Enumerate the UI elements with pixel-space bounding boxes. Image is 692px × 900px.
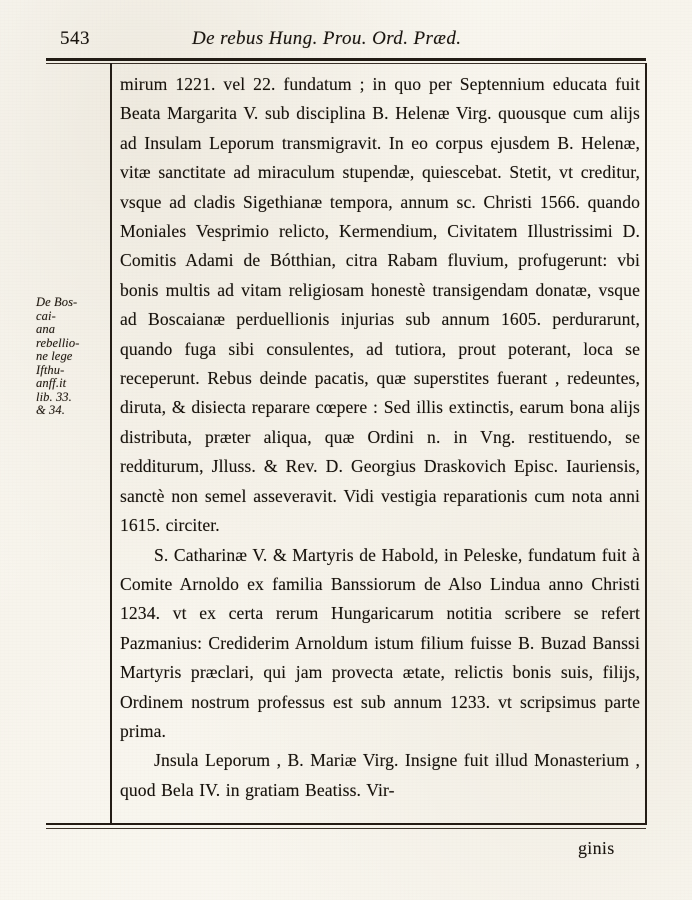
marginal-note-line: ana bbox=[36, 322, 56, 336]
paragraph: Jnsula Leporum , B. Mariæ Virg. Insigne fuit illud Monasterium , quod Bela IV. in gratiam Beatiss. Vir- bbox=[120, 750, 640, 800]
folio-number: 543 bbox=[60, 28, 90, 49]
marginal-note-line: rebellio- bbox=[36, 335, 80, 350]
header-rule bbox=[46, 58, 646, 61]
catchword: ginis bbox=[578, 838, 615, 858]
paragraph: S. Catharinæ V. & Martyris de Habold, in Peleske, fundatum fuit à Comite Arnoldo ex familia Banssiorum de Also Lindua anno Christi 1234. vt ex certa rerum Hungaricarum notitia scribere se refert Pazmanius: Crediderim Arnoldum istum filium fuisse B. Buzad Banssi Martyris præclari, qui jam provecta ætate, relictis bonis suis, filijs, Ordinem nostrum professus est sub annum 1233. vt scripsimus parte prima. bbox=[120, 544, 640, 741]
footer-rule bbox=[46, 823, 646, 825]
footer-rule-thin bbox=[46, 828, 646, 829]
frame-rule-right bbox=[645, 63, 647, 825]
running-title: De rebus Hung. Prou. Ord. Præd. bbox=[192, 28, 462, 49]
page-header bbox=[52, 28, 646, 54]
marginal-note-line: lib. 33. bbox=[36, 389, 72, 404]
marginal-note-line: & 34. bbox=[36, 403, 65, 417]
frame-rule-left bbox=[110, 63, 112, 825]
marginal-note bbox=[36, 296, 104, 418]
header-rule-thin bbox=[46, 63, 646, 64]
paragraph: mirum 1221. vel 22. fundatum ; in quo per Septennium educata fuit Beata Margarita V. sub disciplina B. Helenæ Virg. quousque cum alijs ad Insulam Leporum transmigravit. In eo corpus ejusdem B. Helenæ, vitæ sanctitate ad miraculum stupendæ, quiescebat. Stetit, vt creditur, vsque ad cladis Sigethianæ tempora, annum sc. Christi 1566. quando Moniales Vesprimio relicto, Kermendium, Civitatem Illustrissimi D. Comitis Adami de Bótthian, citra Rabam fluvium, profugerunt: vbi bonis multis ad vitam religiosam honestè transigendam donatæ, vsque ad Boscaianæ perduellionis injurias sub annum 1605. perdurarunt, quando fuga sibi consulentes, ad tutiora, prout poterant, loca se receperunt. Rebus deinde pacatis, quæ superstites fuerant , redeuntes, diruta, & disiecta reparare cœpere : Sed illis extinctis, earum bona alijs distributa, præter aliqua, quæ Ordini n. in Vng. restituendo, se redditurum, Jlluss. & Rev. D. Georgius Draskovich Episc. Iauriensis, sanctè non semel asseveravit. Vidi vestigia reparationis cum nota anni 1615. circiter. bbox=[120, 74, 640, 536]
marginal-note-line: ne lege bbox=[36, 349, 73, 363]
marginal-note-line: De Bos- bbox=[36, 295, 78, 309]
marginal-note-line: Ifthu- bbox=[36, 362, 65, 377]
body-text bbox=[120, 70, 640, 805]
marginal-note-line: cai- bbox=[36, 308, 56, 323]
marginal-note-line: anff.it bbox=[36, 376, 67, 390]
